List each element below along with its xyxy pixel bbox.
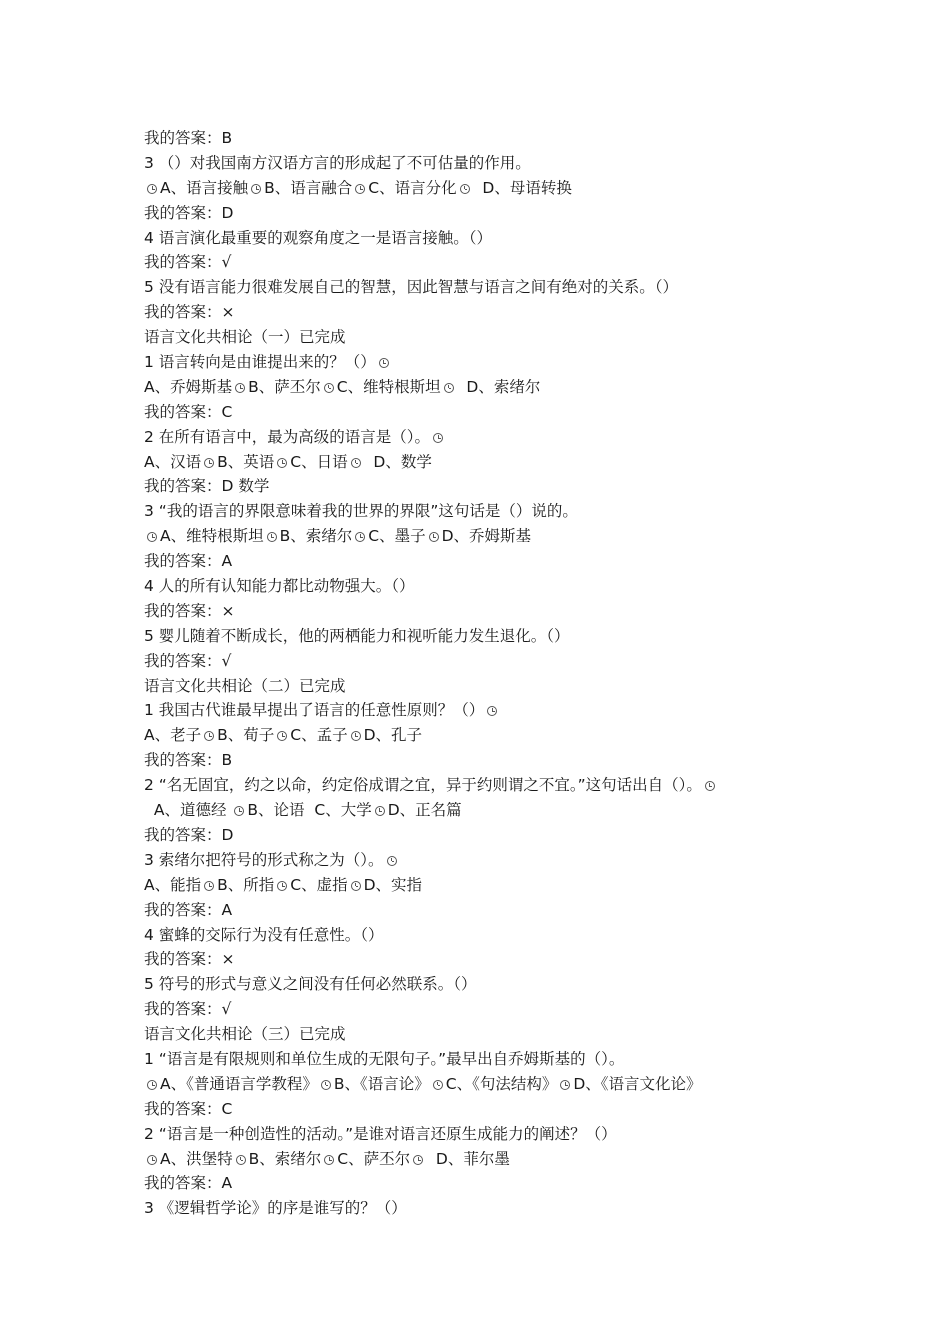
- text-segment: D、索绪尔: [456, 377, 541, 396]
- text-line: [144, 275, 844, 300]
- text-segment: C、《句法结构》: [445, 1074, 558, 1093]
- text-segment: 3 《逻辑哲学论》的序是谁写的？（）: [144, 1199, 407, 1218]
- text-line: [144, 524, 844, 549]
- clock-icon: [236, 1155, 246, 1165]
- clock-icon: [433, 1080, 443, 1090]
- text-segment: 3 索绪尔把符号的形式称之为（）。: [144, 850, 384, 869]
- clock-icon: [267, 532, 277, 542]
- clock-icon: [234, 806, 244, 816]
- text-segment: A、语言接触: [160, 178, 249, 197]
- clock-icon: [251, 184, 261, 194]
- clock-icon: [705, 781, 715, 791]
- text-line: [144, 1122, 844, 1147]
- text-line: [144, 798, 844, 823]
- text-segment: B、索绪尔: [279, 527, 353, 546]
- text-line: [144, 250, 844, 275]
- clock-icon: [277, 731, 287, 741]
- text-line: [144, 375, 844, 400]
- clock-icon: [277, 458, 287, 468]
- text-segment: D、实指: [363, 875, 423, 894]
- clock-icon: [324, 383, 334, 393]
- text-segment: 我的答案：D: [144, 825, 234, 844]
- clock-icon: [321, 1080, 331, 1090]
- clock-icon: [413, 1155, 423, 1165]
- text-line: [144, 624, 844, 649]
- text-segment: 5 婴儿随着不断成长，他的两栖能力和视听能力发生退化。（）: [144, 626, 570, 645]
- clock-icon: [379, 358, 389, 368]
- text-line: [144, 773, 844, 798]
- document-body: [144, 126, 844, 1221]
- text-line: [144, 425, 844, 450]
- text-segment: D、《语言文化论》: [573, 1074, 702, 1093]
- clock-icon: [355, 532, 365, 542]
- text-segment: C、虚指: [290, 875, 348, 894]
- text-line: [144, 300, 844, 325]
- text-segment: B、荀子: [217, 726, 275, 745]
- text-segment: A、洪堡特: [160, 1149, 233, 1168]
- text-segment: C、萨丕尔: [337, 1149, 411, 1168]
- text-line: [144, 723, 844, 748]
- text-segment: C、日语: [290, 452, 348, 471]
- text-line: [144, 748, 844, 773]
- clock-icon: [433, 433, 443, 443]
- text-line: [144, 474, 844, 499]
- text-segment: 语言文化共相论（三）已完成: [144, 1025, 346, 1044]
- text-line: [144, 1097, 844, 1122]
- text-segment: B、索绪尔: [248, 1149, 322, 1168]
- text-segment: A、能指: [144, 875, 202, 894]
- text-line: [144, 947, 844, 972]
- text-segment: 5 没有语言能力很难发展自己的智慧，因此智慧与语言之间有绝对的关系。（）: [144, 278, 679, 297]
- clock-icon: [351, 881, 361, 891]
- text-line: [144, 1147, 844, 1172]
- text-segment: D、正名篇: [387, 801, 462, 820]
- text-line: [144, 574, 844, 599]
- text-segment: 2 “名无固宜，约之以命，约定俗成谓之宜，异于约则谓之不宜。”这句话出自（）。: [144, 776, 702, 795]
- clock-icon: [387, 856, 397, 866]
- text-segment: D、乔姆斯基: [441, 527, 532, 546]
- text-segment: C、维特根斯坦: [336, 377, 441, 396]
- text-segment: B、英语: [217, 452, 275, 471]
- text-line: [144, 823, 844, 848]
- text-segment: 3 “我的语言的界限意味着我的世界的界限”这句话是（）说的。: [144, 502, 578, 521]
- text-line: [144, 325, 844, 350]
- clock-icon: [147, 1155, 157, 1165]
- text-segment: 4 人的所有认知能力都比动物强大。（）: [144, 577, 415, 596]
- text-segment: 我的答案：×: [144, 303, 235, 322]
- text-line: [144, 972, 844, 997]
- text-line: [144, 226, 844, 251]
- clock-icon: [324, 1155, 334, 1165]
- text-segment: 我的答案：D: [144, 203, 234, 222]
- text-line: [144, 1171, 844, 1196]
- clock-icon: [460, 184, 470, 194]
- text-segment: 我的答案：×: [144, 950, 235, 969]
- clock-icon: [204, 731, 214, 741]
- text-line: [144, 599, 844, 624]
- text-line: [144, 898, 844, 923]
- text-segment: 我的答案：√: [144, 651, 232, 670]
- text-line: [144, 549, 844, 574]
- clock-icon: [147, 532, 157, 542]
- text-segment: 2 “语言是一种创造性的活动。”是谁对语言还原生成能力的阐述？（）: [144, 1124, 617, 1143]
- text-segment: 2 在所有语言中，最为高级的语言是（）。: [144, 427, 431, 446]
- text-segment: B、所指: [217, 875, 275, 894]
- text-line: [144, 698, 844, 723]
- text-segment: 语言文化共相论（一）已完成: [144, 328, 346, 347]
- text-line: [144, 151, 844, 176]
- text-segment: 我的答案：D 数学: [144, 477, 270, 496]
- clock-icon: [147, 184, 157, 194]
- text-segment: C、孟子: [290, 726, 348, 745]
- text-segment: 1 我国古代谁最早提出了语言的任意性原则？（）: [144, 701, 485, 720]
- text-segment: A、老子: [144, 726, 202, 745]
- text-line: [144, 873, 844, 898]
- text-segment: 1 “语言是有限规则和单位生成的无限句子。”最早出自乔姆斯基的（）。: [144, 1049, 625, 1068]
- text-segment: D、孔子: [363, 726, 423, 745]
- text-segment: B、萨丕尔: [248, 377, 321, 396]
- text-line: [144, 1047, 844, 1072]
- text-segment: 5 符号的形式与意义之间没有任何必然联系。（）: [144, 975, 477, 994]
- clock-icon: [429, 532, 439, 542]
- clock-icon: [375, 806, 385, 816]
- clock-icon: [444, 383, 454, 393]
- text-line: [144, 848, 844, 873]
- text-segment: D、母语转换: [472, 178, 572, 197]
- text-segment: C、语言分化: [368, 178, 457, 197]
- clock-icon: [147, 1080, 157, 1090]
- text-segment: D、数学: [363, 452, 432, 471]
- text-segment: A、《普通语言学教程》: [160, 1074, 318, 1093]
- text-line: [144, 126, 844, 151]
- clock-icon: [351, 458, 361, 468]
- clock-icon: [277, 881, 287, 891]
- text-line: [144, 1072, 844, 1097]
- text-line: [144, 1022, 844, 1047]
- text-line: [144, 1196, 844, 1221]
- text-line: [144, 649, 844, 674]
- text-line: [144, 499, 844, 524]
- clock-icon: [235, 383, 245, 393]
- text-segment: 我的答案：C: [144, 402, 233, 421]
- text-line: [144, 400, 844, 425]
- clock-icon: [351, 731, 361, 741]
- clock-icon: [355, 184, 365, 194]
- text-segment: 我的答案：A: [144, 900, 233, 919]
- text-line: [144, 201, 844, 226]
- text-segment: B、语言融合: [264, 178, 353, 197]
- text-segment: B、论语 C、大学: [247, 801, 372, 820]
- text-segment: 语言文化共相论（二）已完成: [144, 676, 346, 695]
- text-segment: C、墨子: [368, 527, 426, 546]
- text-segment: 我的答案：C: [144, 1099, 233, 1118]
- text-segment: 1 语言转向是由谁提出来的？（）: [144, 353, 376, 372]
- text-segment: 我的答案：√: [144, 253, 232, 272]
- text-segment: 我的答案：√: [144, 1000, 232, 1019]
- text-line: [144, 176, 844, 201]
- text-segment: 我的答案：B: [144, 129, 233, 147]
- clock-icon: [560, 1080, 570, 1090]
- clock-icon: [487, 706, 497, 716]
- text-segment: 4 语言演化最重要的观察角度之一是语言接触。（）: [144, 228, 493, 247]
- text-line: [144, 674, 844, 699]
- text-segment: 3 （）对我国南方汉语方言的形成起了不可估量的作用。: [144, 153, 531, 172]
- text-segment: 我的答案：A: [144, 1174, 233, 1193]
- text-segment: A、乔姆斯基: [144, 377, 233, 396]
- text-line: [144, 923, 844, 948]
- text-line: [144, 450, 844, 475]
- clock-icon: [204, 881, 214, 891]
- text-segment: 我的答案：×: [144, 601, 235, 620]
- text-segment: A、维特根斯坦: [160, 527, 264, 546]
- text-segment: 我的答案：B: [144, 751, 233, 770]
- text-segment: 4 蜜蜂的交际行为没有任意性。（）: [144, 925, 384, 944]
- text-line: [144, 350, 844, 375]
- text-segment: 我的答案：A: [144, 552, 233, 571]
- text-line: [144, 997, 844, 1022]
- text-segment: A、道德经: [144, 801, 232, 820]
- clock-icon: [204, 458, 214, 468]
- text-segment: A、汉语: [144, 452, 202, 471]
- text-segment: D、菲尔墨: [426, 1149, 510, 1168]
- text-segment: B、《语言论》: [333, 1074, 430, 1093]
